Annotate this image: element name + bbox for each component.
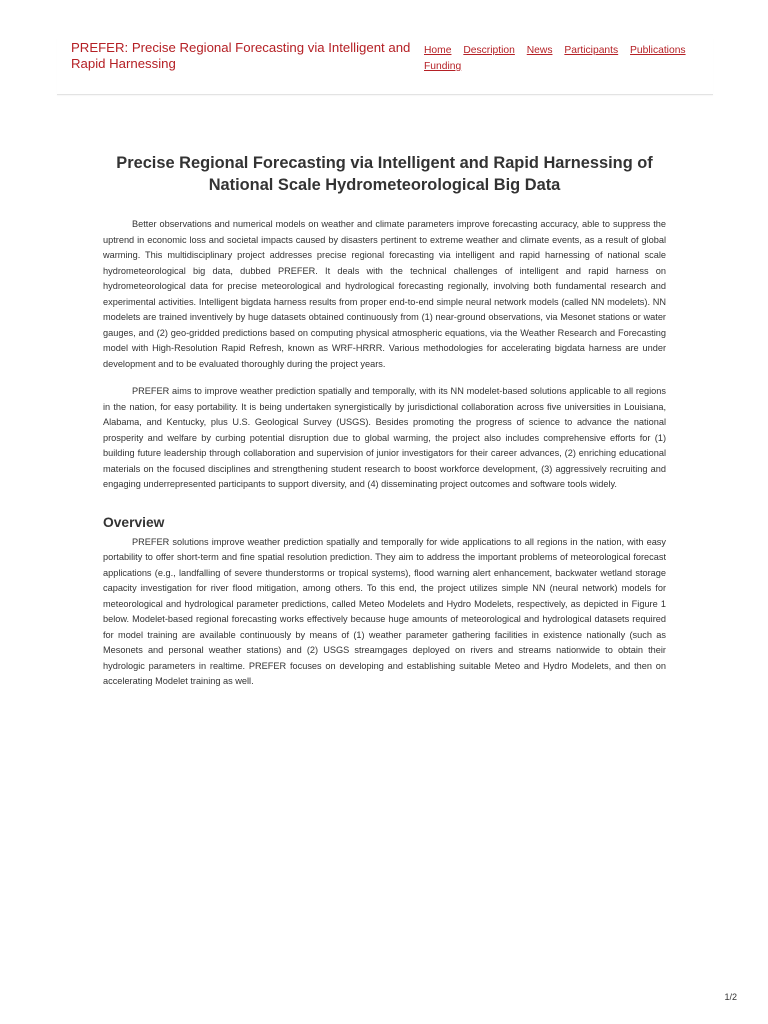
- nav-link-home[interactable]: Home: [424, 45, 452, 56]
- site-title-link[interactable]: PREFER: Precise Regional Forecasting via Intelligent and Rapid Harnessing: [71, 40, 411, 71]
- nav-link-news[interactable]: News: [526, 45, 553, 56]
- page-number: 1/2: [724, 992, 737, 1002]
- nav-link-participants[interactable]: Participants: [564, 45, 619, 56]
- page-title: Precise Regional Forecasting via Intelligent and Rapid Harnessing of National Scale Hydrometeorological Big Data: [116, 154, 653, 194]
- main-content: [103, 152, 666, 690]
- overview-heading: Overview: [103, 514, 165, 530]
- main-nav: [424, 43, 724, 75]
- nav-link-funding[interactable]: Funding: [424, 61, 462, 72]
- site-header: [57, 38, 713, 95]
- intro-paragraph-1: Better observations and numerical models on weather and climate parameters improve forecasting accuracy, able to suppress the uptrend in economic loss and societal impacts caused by disasters pertinent to extreme weather and climate events, as a result of global warming. This multidisciplinary project addresses precise regional forecasting via intelligent and rapid harnessing of national scale hydrometeorological big data, dubbed PREFER. It deals with the technical challenges of intelligent and rapid harness on hydrometeorological data for precise meteorological and hydrological forecasting regionally, involving both fundamental research and experimental activities. Intelligent bigdata harness results from proper end-to-end simple neural network models (called NN modelets). NN modelets are trained inventively by huge datasets obtained continuously from (1) near-ground observations, via Mesonet stations or water gauges, and (2) geo-gridded predictions based on computing physical atmospheric equations, via the Weather Research and Forecasting model with High-Resolution Rapid Refresh, known as WRF-HRRR. Various methodologies for accelerating bigdata harness are under development and to be evaluated thoroughly during the project years.: [103, 219, 666, 369]
- intro-paragraph-2: PREFER aims to improve weather prediction spatially and temporally, with its NN modelet-based solutions applicable to all regions in the nation, for easy portability. It is being undertaken synergistically by jurisdictional collaboration across five universities in Louisiana, Alabama, and Kentucky, plus U.S. Geological Survey (USGS). Besides promoting the progress of science to advance the national prosperity and welfare by curbing potential disruption due to global warming, the project also includes comprehensive efforts for (1) building future leadership through collaboration and supervision of junior investigators for their career advances, (2) enriching educational materials on the focused disciplines and strengthening student research to boost workforce development, (3) aggressively recruiting and engaging underrepresented participants to support diversity, and (4) disseminating project outcomes and software tools widely.: [103, 386, 666, 489]
- nav-link-description[interactable]: Description: [463, 45, 515, 56]
- overview-paragraph: PREFER solutions improve weather prediction spatially and temporally for wide applications to all regions in the nation, with easy portability to offer short-term and fine spatial resolution prediction. They aim to address the important problems of meteorological forecast applications (e.g., landfalling of severe thunderstorms or tropical systems), flood warning alert enhancement, backwater wetland storage capacity investigation for river flood mitigation, among others. To this end, the project utilizes simple NN (neural network) models for meteorological and hydrological parameter predictions, called Meteo Modelets and Hydro Modelets, respectively, as depicted in Figure 1 below. Modelet-based regional forecasting works effectively because huge amounts of meteorological and hydrological datasets required for model training are available continuously by means of (1) weather parameter gathering facilities in existence nationally (such as Mesonets and personal weather stations) and (2) USGS streamgages deployed on rivers and streams nationwide to obtain their hydrologic parameters in realtime. PREFER focuses on developing and establishing suitable Meteo and Hydro Modelets, and then on accelerating Modelet training as well.: [103, 536, 666, 686]
- nav-link-publications[interactable]: Publications: [630, 45, 686, 56]
